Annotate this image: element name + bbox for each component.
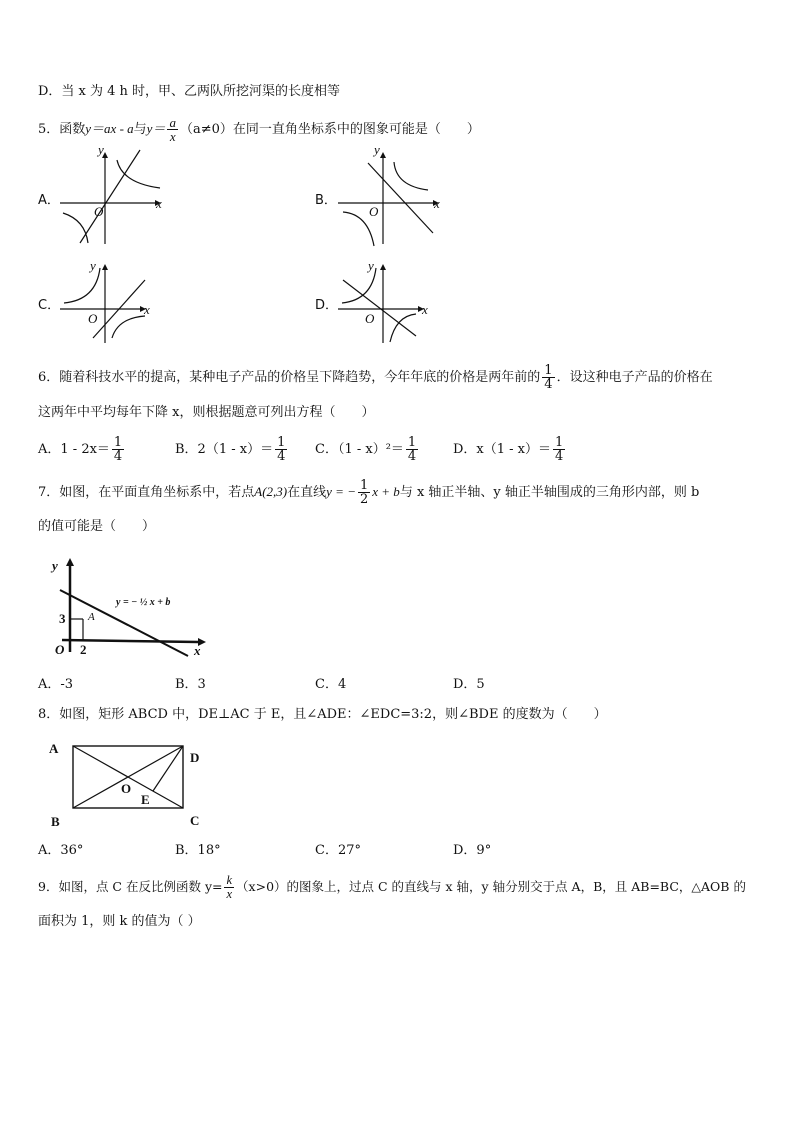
q8-option-a: A．36° — [38, 843, 84, 858]
q6-option-d-den: 4 — [555, 449, 564, 464]
q5-option-d-label: D． — [315, 298, 339, 313]
q6-option-b-num: 1 — [277, 435, 286, 450]
q6-option-a-num: 1 — [113, 435, 123, 450]
q5-graph-c — [60, 258, 170, 353]
q6-option-d-num: 1 — [555, 435, 564, 450]
q5-option-c-label: C． — [38, 298, 61, 313]
q6-option-c-fraction — [406, 436, 418, 463]
q8-stem: 8．如图，矩形 ABCD 中，DE⊥AC 于 E，且∠ADE：∠EDC=3:2，则∠BDE 的度数为（ ） — [38, 707, 607, 722]
q7-stem1-b: 在直线 — [287, 485, 327, 500]
q5b-x-label: x — [434, 196, 440, 211]
q7-line-num: 1 — [359, 478, 369, 493]
q7-line-equation: y = − ½ x + b — [116, 597, 171, 608]
q6-option-a-text: A．1 - 2x＝ — [38, 442, 110, 457]
q9-stem-line1 — [38, 870, 746, 904]
q6-fraction — [542, 364, 554, 391]
q5c-x-label: x — [144, 302, 150, 317]
q6-option-b — [175, 432, 289, 468]
q5a-x-label: x — [156, 196, 162, 211]
q6-option-a — [38, 432, 126, 468]
q5-stem — [38, 114, 480, 145]
q9-stem1-a: 9．如图，点 C 在反比例函数 y= — [38, 879, 223, 894]
q9-stem-line2: 面积为 1，则 k 的值为（ ） — [38, 914, 201, 929]
q7-option-b: B．3 — [175, 677, 206, 692]
q5-graph-b — [338, 142, 448, 248]
q5-graph-d — [338, 258, 448, 353]
q5-func2-fraction — [167, 116, 178, 143]
q5-option-b-label: B． — [315, 193, 337, 208]
q5d-origin: O — [365, 311, 375, 326]
q7-stem1-a: 7．如图，在平面直角坐标系中，若点 — [38, 485, 255, 500]
q7-tick-2: 2 — [80, 642, 87, 657]
q6-option-a-den: 4 — [113, 449, 123, 464]
q8-label-e: E — [141, 792, 150, 807]
q6-stem-line2: 这两年中平均每年下降 x，则根据题意可列出方程（ ） — [38, 405, 375, 420]
q6-option-c-den: 4 — [407, 449, 417, 464]
q6-option-b-fraction — [275, 436, 287, 463]
q5-stem-b: 与 — [133, 122, 147, 137]
q7-tick-3: 3 — [59, 611, 66, 626]
q5a-origin: O — [94, 204, 104, 219]
q5b-y-label: y — [374, 142, 380, 157]
q6-option-d — [453, 432, 567, 468]
q6-stem1-b: ．设这种电子产品的价格在 — [556, 370, 713, 385]
q7-line-lhs: y = − — [326, 484, 356, 499]
q8-label-b: B — [51, 814, 60, 829]
q6-option-c-num: 1 — [407, 435, 417, 450]
q5-func2-lhs: y＝ — [146, 121, 166, 136]
q7-option-a: A．-3 — [38, 677, 74, 692]
q7-origin: O — [55, 642, 65, 657]
q6-option-c — [315, 432, 420, 468]
q7-point: A(2,3) — [254, 484, 288, 499]
q8-figure — [45, 738, 215, 833]
q6-stem-line1 — [38, 360, 713, 396]
q6-stem1-a: 6．随着科技水平的提高，某种电子产品的价格呈下降趋势，今年年底的价格是两年前的 — [38, 370, 541, 385]
q8-label-d: D — [190, 750, 200, 765]
q7-line-den: 2 — [359, 492, 369, 507]
q6-frac-num: 1 — [544, 363, 553, 378]
q6-frac-den: 4 — [544, 377, 553, 392]
q6-option-c-text: C．（1 - x）²＝ — [315, 442, 404, 457]
q8-label-o: O — [121, 781, 132, 796]
q8-option-c: C．27° — [315, 843, 361, 858]
q7-option-c: C．4 — [315, 677, 347, 692]
q5-func2-num: a — [169, 115, 176, 130]
q6-option-b-text: B．2（1 - x）＝ — [175, 442, 274, 457]
q5c-y-label: y — [90, 258, 96, 273]
q7-figure — [48, 556, 213, 661]
q5d-x-label: x — [422, 302, 428, 317]
q7-y-label: y — [52, 558, 58, 573]
q5c-origin: O — [88, 311, 98, 326]
q9-stem1-b: （x>0）的图象上，过点 C 的直线与 x 轴，y 轴分别交于点 A，B，且 AB=BC，△AOB 的 — [236, 879, 746, 894]
q5a-y-label: y — [98, 142, 104, 157]
q9-fraction — [224, 874, 234, 901]
q7-x-label: x — [194, 643, 201, 658]
q4-option-d: D．当 x 为 4 h 时，甲、乙两队所挖河渠的长度相等 — [38, 84, 341, 99]
q8-option-d: D．9° — [453, 843, 492, 858]
q8-label-a: A — [49, 741, 59, 756]
q5-func1: y＝ax - a — [85, 121, 134, 136]
q7-line-rhs: x + b — [372, 484, 400, 499]
q7-stem1-c: 与 x 轴正半轴、y 轴正半轴围成的三角形内部，则 b — [399, 485, 700, 500]
q9-frac-den: x — [226, 887, 233, 901]
q7-stem-line2: 的值可能是（ ） — [38, 519, 156, 534]
q7-stem-line1 — [38, 474, 699, 511]
q9-frac-num: k — [226, 873, 233, 887]
q6-option-d-fraction — [553, 436, 565, 463]
q8-label-c: C — [190, 813, 200, 828]
q5-stem-c: （a≠0）在同一直角坐标系中的图象可能是（ ） — [179, 122, 480, 137]
q6-option-d-text: D．x（1 - x）＝ — [453, 442, 552, 457]
q5b-origin: O — [369, 204, 379, 219]
q7-line-fraction — [358, 479, 370, 506]
q5-graph-a — [60, 142, 170, 248]
q8-option-b: B．18° — [175, 843, 221, 858]
q7-option-d: D．5 — [453, 677, 485, 692]
q5-option-a-label: A． — [38, 193, 60, 208]
q5-func2-den: x — [169, 129, 176, 144]
q5d-y-label: y — [368, 258, 374, 273]
q6-option-a-fraction — [112, 436, 124, 463]
q6-option-b-den: 4 — [277, 449, 286, 464]
q7-point-a: A — [88, 611, 95, 623]
q5-stem-a: 5．函数 — [38, 122, 86, 137]
